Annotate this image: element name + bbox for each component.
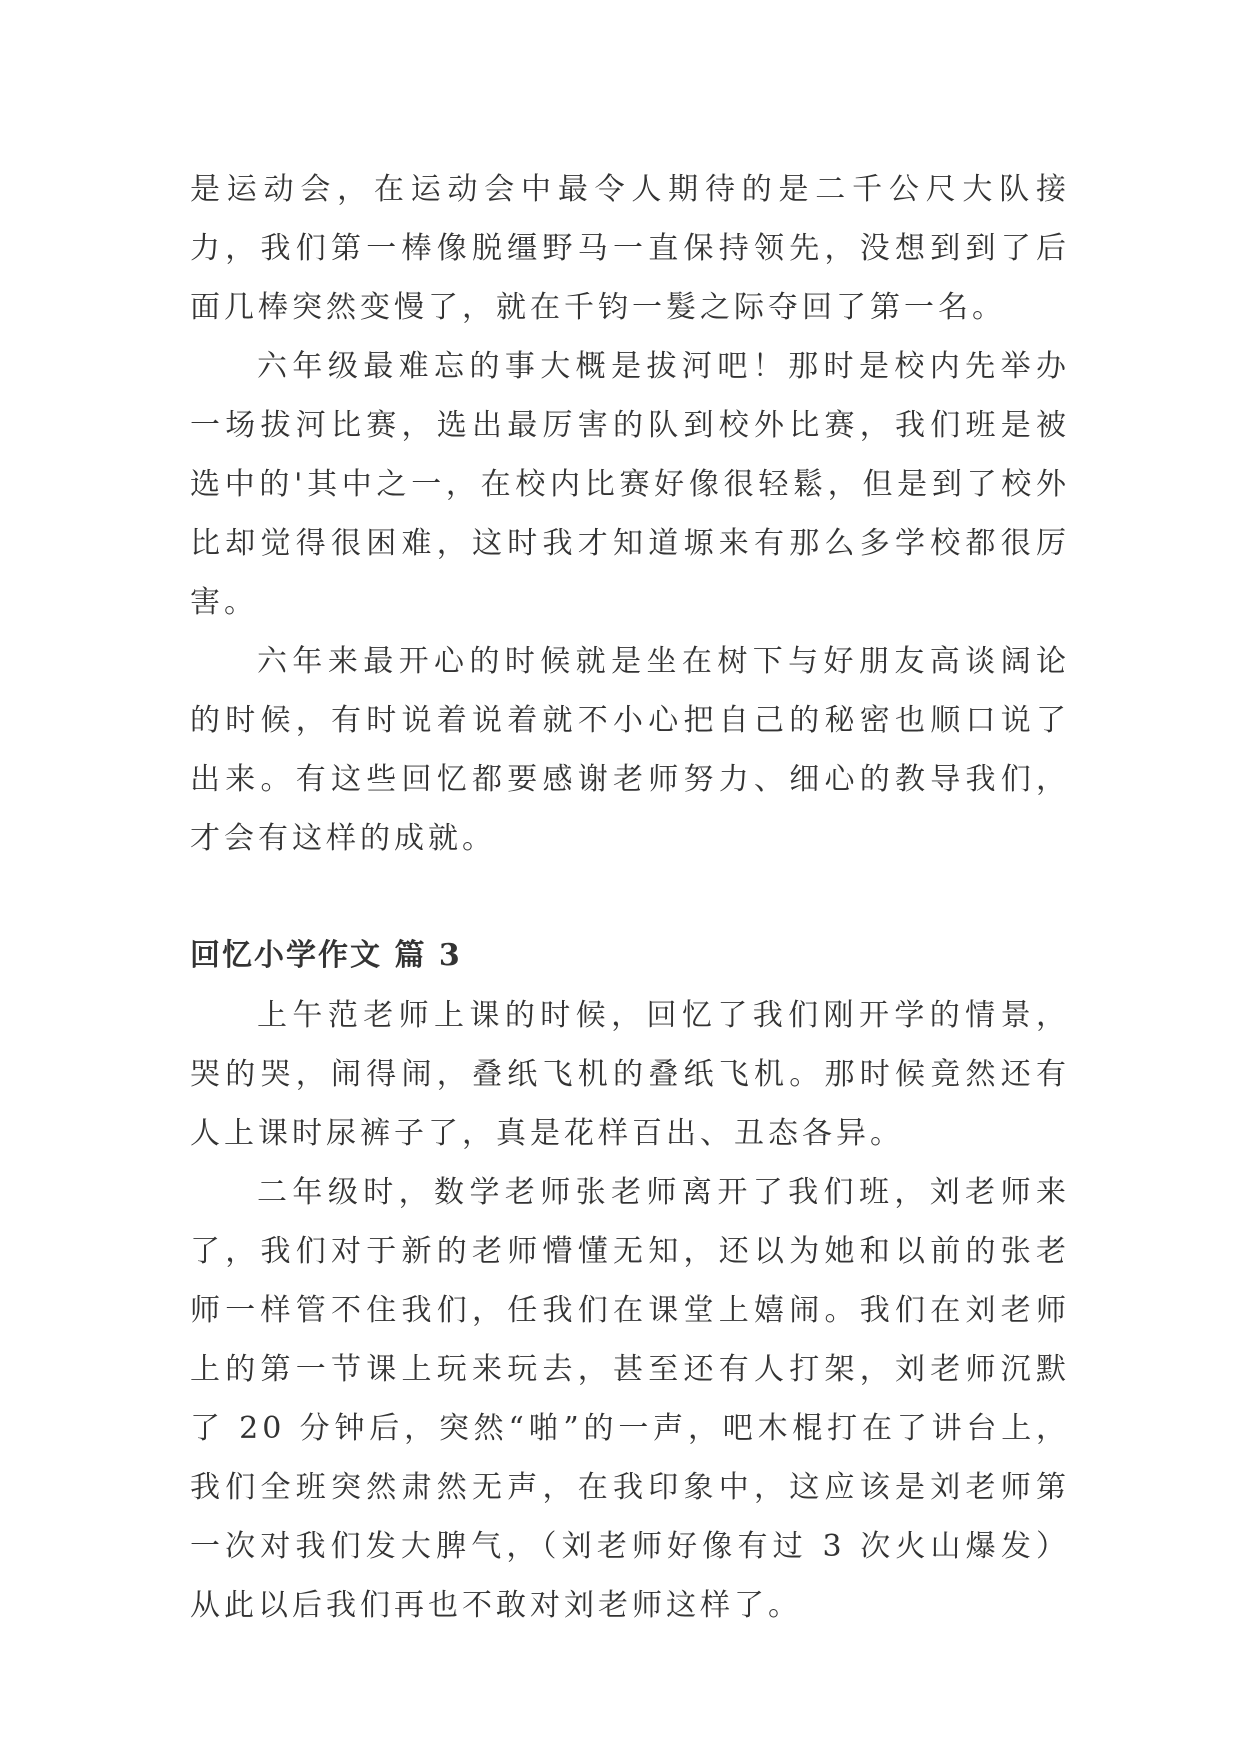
paragraph-sports-meet: 是运动会，在运动会中最令人期待的是二千公尺大队接力，我们第一棒像脱缰野马一直保持领先，没想到到了后面几棒突然变慢了，就在千钧一髮之际夺回了第一名。 xyxy=(190,172,1070,325)
paragraph-math-teacher: 二年级时，数学老师张老师离开了我们班，刘老师来了，我们对于新的老师懵懂无知，还以为她和以前的张老师一样管不住我们，任我们在课堂上嬉闹。我们在刘老师上的第一节课上玩来玩去，甚至还有人打架，刘老师沉默了 20 分钟后，突然“啪”的一声，吧木棍打在了讲台上，我们全班突然肃然无声，在我印象中，这应该是刘老师第一次对我们发大脾气，（刘老师好像有过 3 次火山爆发）从此以后我们再也不敢对刘老师这样了。 xyxy=(190,1175,1070,1623)
paragraph-happiest-times: 六年来最开心的时候就是坐在树下与好朋友高谈阔论的时候，有时说着说着就不小心把自己的秘密也顺口说了出来。有这些回忆都要感谢老师努力、细心的教导我们，才会有这样的成就。 xyxy=(190,644,1070,856)
paragraph-tug-of-war: 六年级最难忘的事大概是拔河吧！那时是校内先举办一场拔河比赛，选出最厉害的队到校外比赛，我们班是被选中的'其中之一，在校内比赛好像很轻鬆，但是到了校外比却觉得很困难，这时我才知道塬来有那么多学校都很厉害。 xyxy=(190,349,1070,620)
document-page xyxy=(190,160,1070,1635)
paragraph-first-days: 上午范老师上课的时候，回忆了我们刚开学的情景，哭的哭，闹得闹，叠纸飞机的叠纸飞机。那时候竟然还有人上课时尿裤子了，真是花样百出、丑态各异。 xyxy=(190,998,1070,1151)
section-heading: 回忆小学作文 篇 3 xyxy=(190,938,462,973)
